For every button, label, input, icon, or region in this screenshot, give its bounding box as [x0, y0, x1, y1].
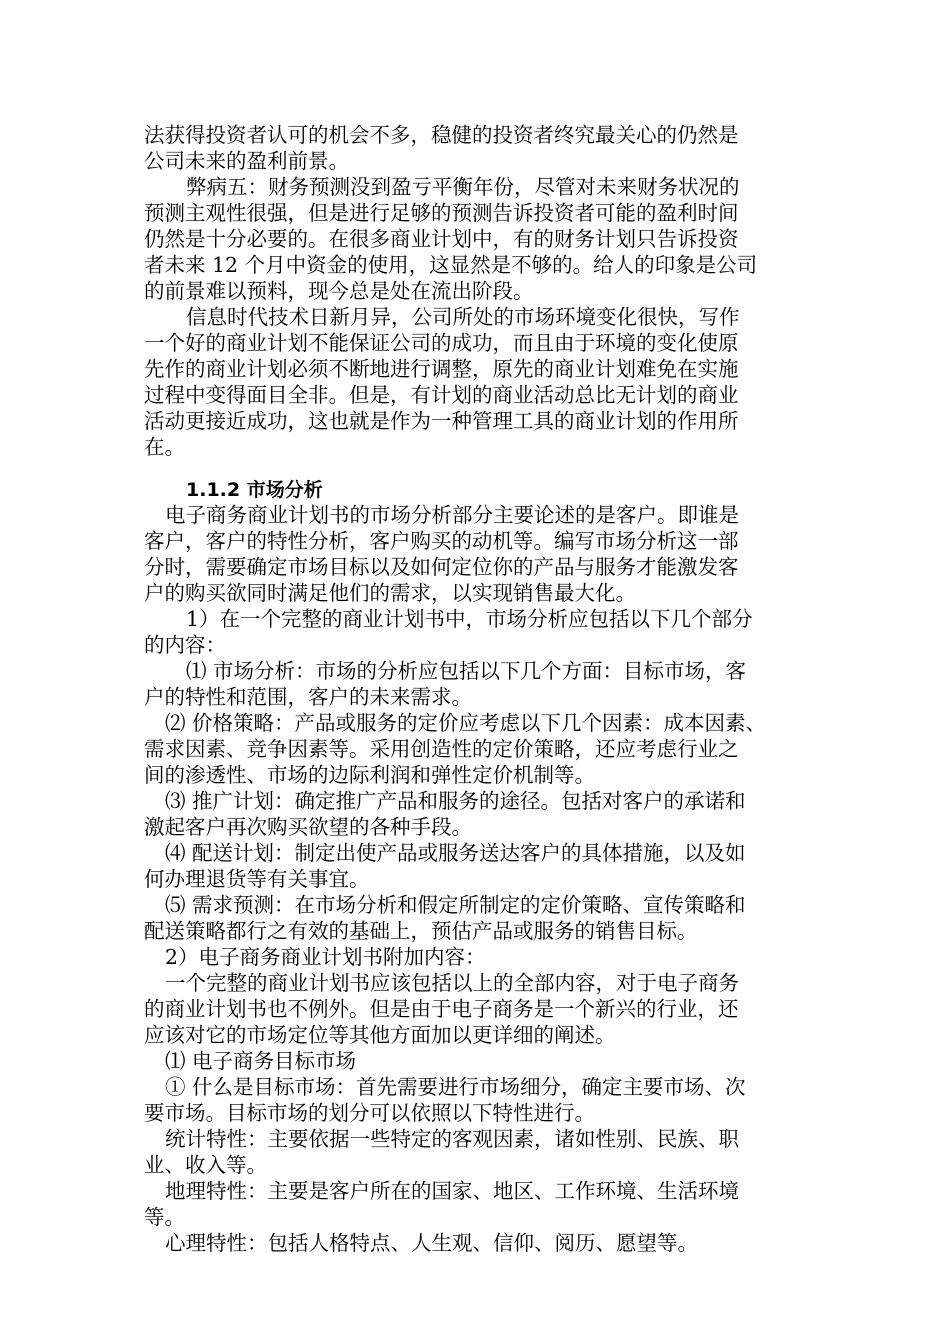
text-line: 激起客户再次购买欲望的各种手段。	[144, 815, 472, 839]
text-line: 应该对它的市场定位等其他方面加以更详细的阐述。	[144, 1023, 616, 1047]
text-line: 者未来 12 个月中资金的使用，这显然是不够的。给人的印象是公司	[144, 253, 758, 277]
text-line: 间的渗透性、市场的边际利润和弹性定价机制等。	[144, 763, 595, 787]
text-line: 预测主观性很强，但是进行足够的预测告诉投资者可能的盈利时间	[144, 201, 739, 225]
text-line: 先作的商业计划必须不断地进行调整，原先的商业计划难免在实施	[144, 357, 739, 381]
text-line: 2）电子商务商业计划书附加内容：	[165, 945, 486, 969]
text-line: 分时，需要确定市场目标以及如何定位你的产品与服务才能激发客	[144, 555, 739, 579]
section-heading: 1.1.2 市场分析	[186, 479, 323, 501]
text-line: 活动更接近成功，这也就是作为一种管理工具的商业计划的作用所	[144, 409, 739, 433]
text-line: 客户，客户的特性分析，客户购买的动机等。编写市场分析这一部	[144, 529, 739, 553]
text-line: 1）在一个完整的商业计划书中，市场分析应包括以下几个部分	[186, 607, 753, 631]
text-line: 过程中变得面目全非。但是，有计划的商业活动总比无计划的商业	[144, 383, 739, 407]
text-line: 何办理退货等有关事宜。	[144, 867, 370, 891]
text-line: 信息时代技术日新月异，公司所处的市场环境变化很快，写作	[186, 305, 740, 329]
text-line: 要市场。目标市场的划分可以依照以下特性进行。	[144, 1101, 595, 1125]
text-line: 的商业计划书也不例外。但是由于电子商务是一个新兴的行业，还	[144, 997, 739, 1021]
text-line: ⑵ 价格策略：产品或服务的定价应考虑以下几个因素：成本因素、	[165, 711, 767, 735]
text-line: 公司未来的盈利前景。	[144, 149, 349, 173]
text-line: 弊病五：财务预测没到盈亏平衡年份，尽管对未来财务状况的	[186, 175, 740, 199]
text-line: 等。	[144, 1205, 185, 1229]
text-line: 业、收入等。	[144, 1153, 267, 1177]
text-line: 电子商务商业计划书的市场分析部分主要论述的是客户。即谁是	[165, 503, 739, 527]
text-line: 统计特性：主要依据一些特定的客观因素，诸如性别、民族、职	[165, 1127, 739, 1151]
text-line: ① 什么是目标市场：首先需要进行市场细分，确定主要市场、次	[165, 1075, 746, 1099]
text-line: 户的购买欲同时满足他们的需求，以实现销售最大化。	[144, 581, 636, 605]
text-line: 地理特性：主要是客户所在的国家、地区、工作环境、生活环境	[165, 1179, 739, 1203]
text-line: 一个完整的商业计划书应该包括以上的全部内容，对于电子商务	[165, 971, 739, 995]
text-line: 在。	[144, 435, 185, 459]
text-line: 仍然是十分必要的。在很多商业计划中，有的财务计划只告诉投资	[144, 227, 739, 251]
text-line: 法获得投资者认可的机会不多，稳健的投资者终究最关心的仍然是	[144, 123, 739, 147]
text-line: 的前景难以预料，现今总是处在流出阶段。	[144, 279, 534, 303]
text-line: ⑴ 电子商务目标市场	[165, 1049, 357, 1073]
text-line: 需求因素、竞争因素等。采用创造性的定价策略，还应考虑行业之	[144, 737, 739, 761]
text-line: ⑷ 配送计划：制定出使产品或服务送达客户的具体措施，以及如	[165, 841, 746, 865]
text-line: 的内容：	[144, 633, 226, 657]
text-line: 户的特性和范围，客户的未来需求。	[144, 685, 472, 709]
text-line: 心理特性：包括人格特点、人生观、信仰、阅历、愿望等。	[165, 1231, 698, 1255]
text-line: ⑸ 需求预测：在市场分析和假定所制定的定价策略、宣传策略和	[165, 893, 746, 917]
text-line: ⑴ 市场分析：市场的分析应包括以下几个方面：目标市场，客	[186, 659, 747, 683]
text-line: 配送策略都行之有效的基础上，预估产品或服务的销售目标。	[144, 919, 698, 943]
text-line: ⑶ 推广计划：确定推广产品和服务的途径。包括对客户的承诺和	[165, 789, 746, 813]
text-line: 一个好的商业计划不能保证公司的成功，而且由于环境的变化使原	[144, 331, 739, 355]
